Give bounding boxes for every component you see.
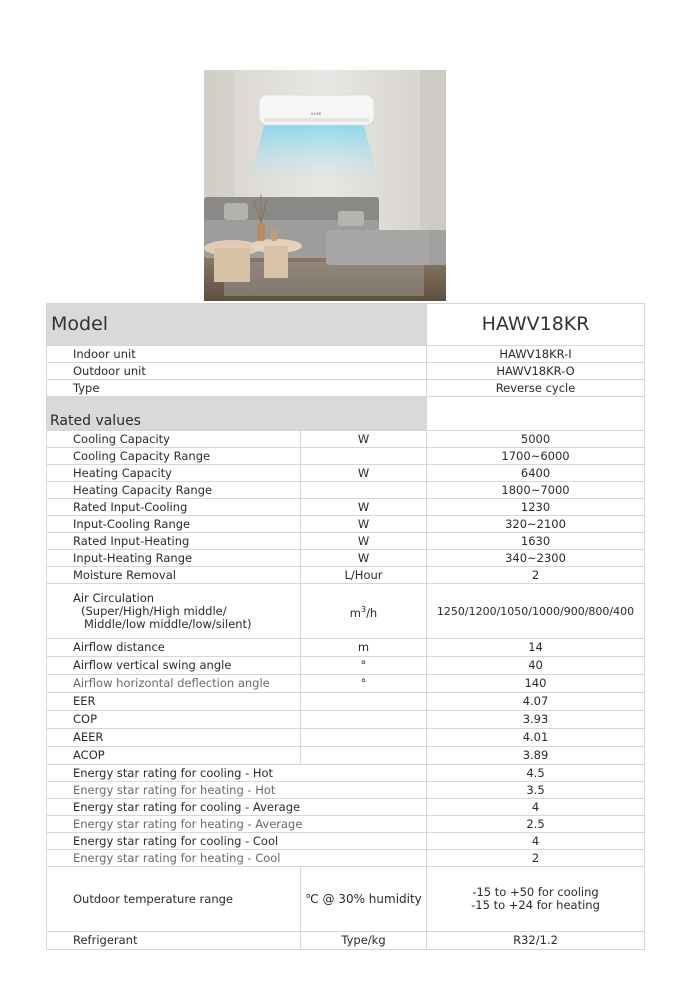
table-row — [47, 932, 645, 950]
row-value: 4.07 — [427, 693, 645, 711]
table-row — [47, 346, 645, 363]
table-row — [47, 550, 645, 567]
row-value: R32/1.2 — [427, 932, 645, 950]
row-unit — [301, 482, 427, 499]
row-label: Heating Capacity Range — [47, 482, 301, 499]
air-stream — [249, 125, 379, 185]
table-row — [47, 465, 645, 482]
product-photo — [204, 70, 446, 301]
row-value: 1230 — [427, 499, 645, 516]
row-unit: Type/kg — [301, 932, 427, 950]
brand-logo: HAIER — [310, 112, 322, 116]
row-label: Energy star rating for heating - Average — [47, 816, 427, 833]
table-row — [47, 747, 645, 765]
table-row — [47, 816, 645, 833]
row-label: COP — [47, 711, 301, 729]
table-row — [47, 431, 645, 448]
rated-values-header-row — [47, 397, 645, 431]
air-circulation-sub2: Middle/low middle/low/silent) — [84, 616, 252, 631]
air-circulation-label: Air Circulation — [73, 590, 155, 605]
table-row — [47, 799, 645, 816]
row-unit: W — [301, 550, 427, 567]
table-row — [47, 782, 645, 799]
row-label: Input-Heating Range — [47, 550, 301, 567]
row-value: 1250/1200/1050/1000/900/800/400 — [427, 584, 645, 639]
row-label: Energy star rating for cooling - Cool — [47, 833, 427, 850]
row-label: Type — [47, 380, 427, 397]
row-label: Airflow horizontal deflection angle — [47, 675, 301, 693]
table-row — [47, 516, 645, 533]
row-value: Reverse cycle — [427, 380, 645, 397]
row-label: Airflow vertical swing angle — [47, 657, 301, 675]
table-row — [47, 482, 645, 499]
row-value: HAWV18KR-O — [427, 363, 645, 380]
row-value: 4 — [427, 833, 645, 850]
row-value: 4.01 — [427, 729, 645, 747]
row-label: Rated Input-Heating — [47, 533, 301, 550]
row-label: Energy star rating for cooling - Average — [47, 799, 427, 816]
row-label: Outdoor temperature range — [47, 867, 301, 932]
spec-table — [46, 303, 645, 950]
row-unit: W — [301, 533, 427, 550]
row-value: 14 — [427, 639, 645, 657]
row-value: 140 — [427, 675, 645, 693]
outdoor-temperature-row — [47, 867, 645, 932]
row-label: Moisture Removal — [47, 567, 301, 584]
rated-values-title: Rated values — [47, 397, 427, 431]
row-value: 40 — [427, 657, 645, 675]
table-row — [47, 711, 645, 729]
row-label: Outdoor unit — [47, 363, 427, 380]
row-value: 1800~7000 — [427, 482, 645, 499]
row-value: 3.93 — [427, 711, 645, 729]
row-label: Refrigerant — [47, 932, 301, 950]
row-label: Cooling Capacity Range — [47, 448, 301, 465]
row-value: 1630 — [427, 533, 645, 550]
row-value: 6400 — [427, 465, 645, 482]
row-label: Energy star rating for heating - Cool — [47, 850, 427, 867]
table-row — [47, 657, 645, 675]
row-value: 1700~6000 — [427, 448, 645, 465]
model-number: HAWV18KR — [427, 304, 645, 346]
air-circulation-sub1: (Super/High/High middle/ — [81, 603, 227, 618]
row-label: Indoor unit — [47, 346, 427, 363]
row-value: 5000 — [427, 431, 645, 448]
table-row — [47, 693, 645, 711]
table-row — [47, 380, 645, 397]
row-unit: L/Hour — [301, 567, 427, 584]
row-unit — [301, 448, 427, 465]
row-value: HAWV18KR-I — [427, 346, 645, 363]
table-row — [47, 363, 645, 380]
row-value — [427, 867, 645, 932]
row-unit: W — [301, 499, 427, 516]
row-label: Energy star rating for heating - Hot — [47, 782, 427, 799]
row-label: EER — [47, 693, 301, 711]
row-value: 340~2300 — [427, 550, 645, 567]
table-row — [47, 765, 645, 782]
row-label: Airflow distance — [47, 639, 301, 657]
row-value: 3.89 — [427, 747, 645, 765]
row-value: 2.5 — [427, 816, 645, 833]
row-value: 320~2100 — [427, 516, 645, 533]
table-row — [47, 499, 645, 516]
row-value: 3.5 — [427, 782, 645, 799]
table-row — [47, 729, 645, 747]
table-row — [47, 833, 645, 850]
row-label — [47, 584, 301, 639]
row-unit: m — [301, 639, 427, 657]
row-value: 4 — [427, 799, 645, 816]
air-circulation-row — [47, 584, 645, 639]
table-row — [47, 448, 645, 465]
row-unit: ° — [301, 657, 427, 675]
heating-range: -15 to +24 for heating — [471, 898, 600, 912]
row-unit: W — [301, 431, 427, 448]
cooling-range: -15 to +50 for cooling — [472, 885, 599, 899]
table-row — [47, 533, 645, 550]
row-unit: W — [301, 465, 427, 482]
row-label: Energy star rating for cooling - Hot — [47, 765, 427, 782]
table-row — [47, 675, 645, 693]
row-unit: ℃ @ 30% humidity — [301, 867, 427, 932]
row-label: Input-Cooling Range — [47, 516, 301, 533]
row-label: Heating Capacity — [47, 465, 301, 482]
table-row — [47, 639, 645, 657]
model-header-row — [47, 304, 645, 346]
row-label: Cooling Capacity — [47, 431, 301, 448]
row-label: ACOP — [47, 747, 301, 765]
row-label: AEER — [47, 729, 301, 747]
row-value: 2 — [427, 850, 645, 867]
row-unit: W — [301, 516, 427, 533]
row-unit: $m^3/h$ — [301, 584, 427, 639]
row-value: 4.5 — [427, 765, 645, 782]
table-row — [47, 567, 645, 584]
model-title: Model — [47, 304, 427, 346]
row-label: Rated Input-Cooling — [47, 499, 301, 516]
row-value: 2 — [427, 567, 645, 584]
table-row — [47, 850, 645, 867]
row-unit: ° — [301, 675, 427, 693]
